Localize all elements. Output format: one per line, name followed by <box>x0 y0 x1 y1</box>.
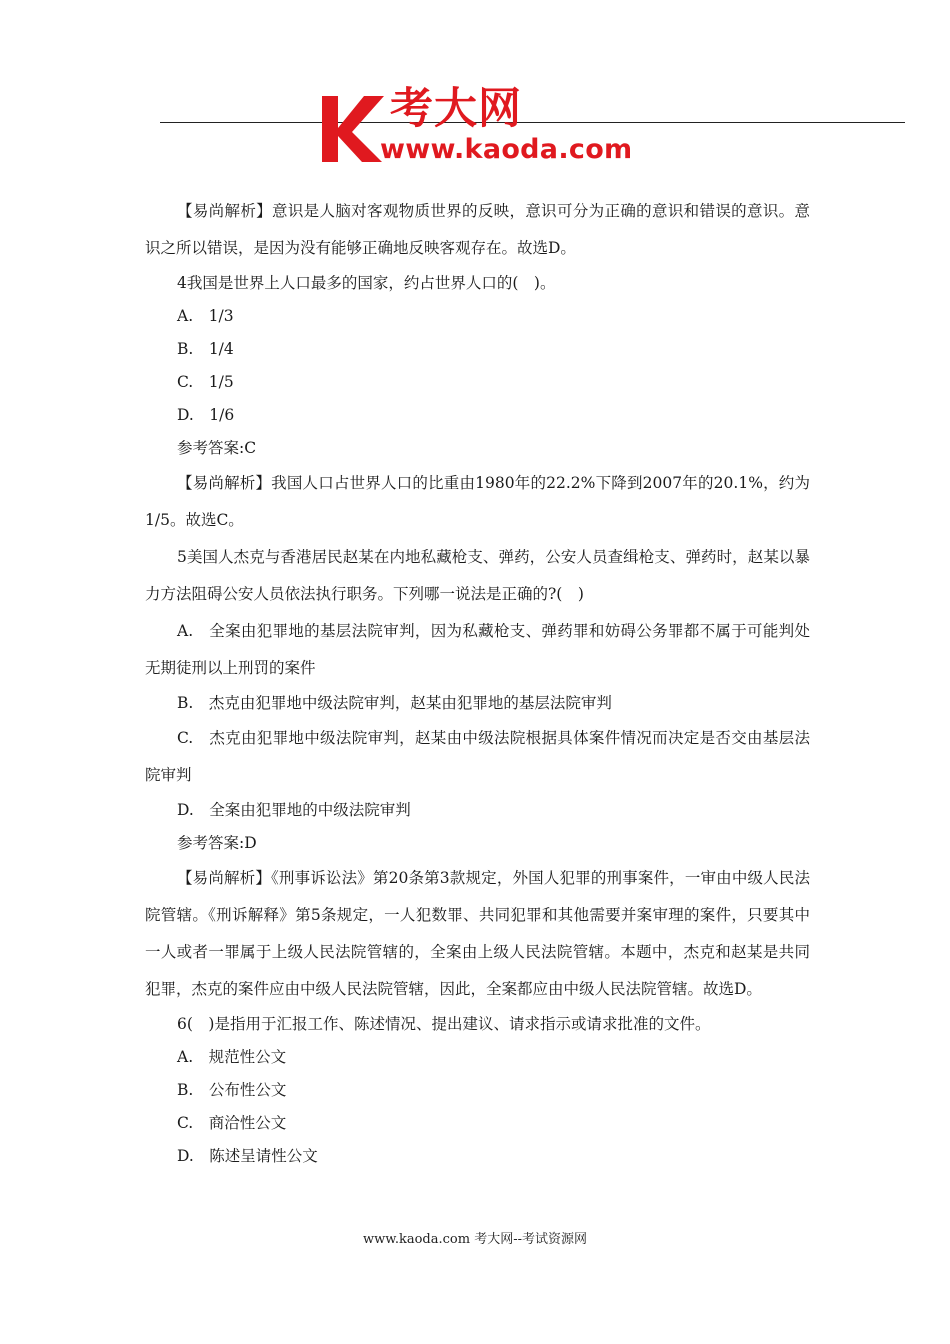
option-b: B. 公布性公文 <box>177 1081 287 1099</box>
logo-url: www.kaoda.com <box>380 134 633 165</box>
option-a: A. 1/3 <box>177 307 234 325</box>
question-5: 5美国人杰克与香港居民赵某在内地私藏枪支、弹药，公安人员查缉枪支、弹药时，赵某以暴力方法阻碍公安人员依法执行职务。下列哪一说法是正确的?( ) <box>145 548 810 603</box>
option-d: D. 1/6 <box>177 406 235 424</box>
logo-text: 考大网 <box>390 84 522 134</box>
analysis-5: 【易尚解析】《刑事诉讼法》第20条第3款规定，外国人犯罪的刑事案件，一审由中级人民法院管辖。《刑诉解释》第5条规定，一人犯数罪、共同犯罪和其他需要并案审理的案件，只要其中一人或者一罪属于上级人民法院管辖的，全案由上级人民法院管辖。本题中，杰克和赵某是共同犯罪，杰克的案件应由中级人民法院管辖，因此，全案都应由中级人民法院管辖。故选D。 <box>145 869 810 998</box>
option-c: C. 商洽性公文 <box>177 1114 287 1132</box>
option-c: C. 杰克由犯罪地中级法院审判，赵某由中级法院根据具体案件情况而决定是否交由基层法院审判 <box>145 729 810 784</box>
page-footer[interactable]: www.kaoda.com 考大网--考试资源网 <box>363 1232 587 1247</box>
option-d: D. 全案由犯罪地的中级法院审判 <box>177 801 411 819</box>
document-body <box>145 193 810 1173</box>
answer-5: 参考答案:D <box>177 834 257 852</box>
question-4: 4我国是世界上人口最多的国家，约占世界人口的( )。 <box>177 274 556 292</box>
option-b: B. 1/4 <box>177 340 234 358</box>
kaoda-logo[interactable] <box>318 86 648 172</box>
answer-4: 参考答案:C <box>177 439 257 457</box>
option-d: D. 陈述呈请性公文 <box>177 1147 318 1165</box>
option-b: B. 杰克由犯罪地中级法院审判，赵某由犯罪地的基层法院审判 <box>177 694 612 712</box>
option-a: A. 全案由犯罪地的基层法院审判，因为私藏枪支、弹药罪和妨碍公务罪都不属于可能判处无期徒刑以上刑罚的案件 <box>145 622 810 677</box>
question-6: 6( )是指用于汇报工作、陈述情况、提出建议、请求指示或请求批准的文件。 <box>177 1015 711 1033</box>
option-a: A. 规范性公文 <box>177 1048 287 1066</box>
analysis-paragraph: 【易尚解析】意识是人脑对客观物质世界的反映，意识可分为正确的意识和错误的意识。意识之所以错误，是因为没有能够正确地反映客观存在。故选D。 <box>145 202 810 257</box>
option-c: C. 1/5 <box>177 373 234 391</box>
analysis-4: 【易尚解析】我国人口占世界人口的比重由1980年的22.2%下降到2007年的20.1%，约为1/5。故选C。 <box>145 474 810 529</box>
